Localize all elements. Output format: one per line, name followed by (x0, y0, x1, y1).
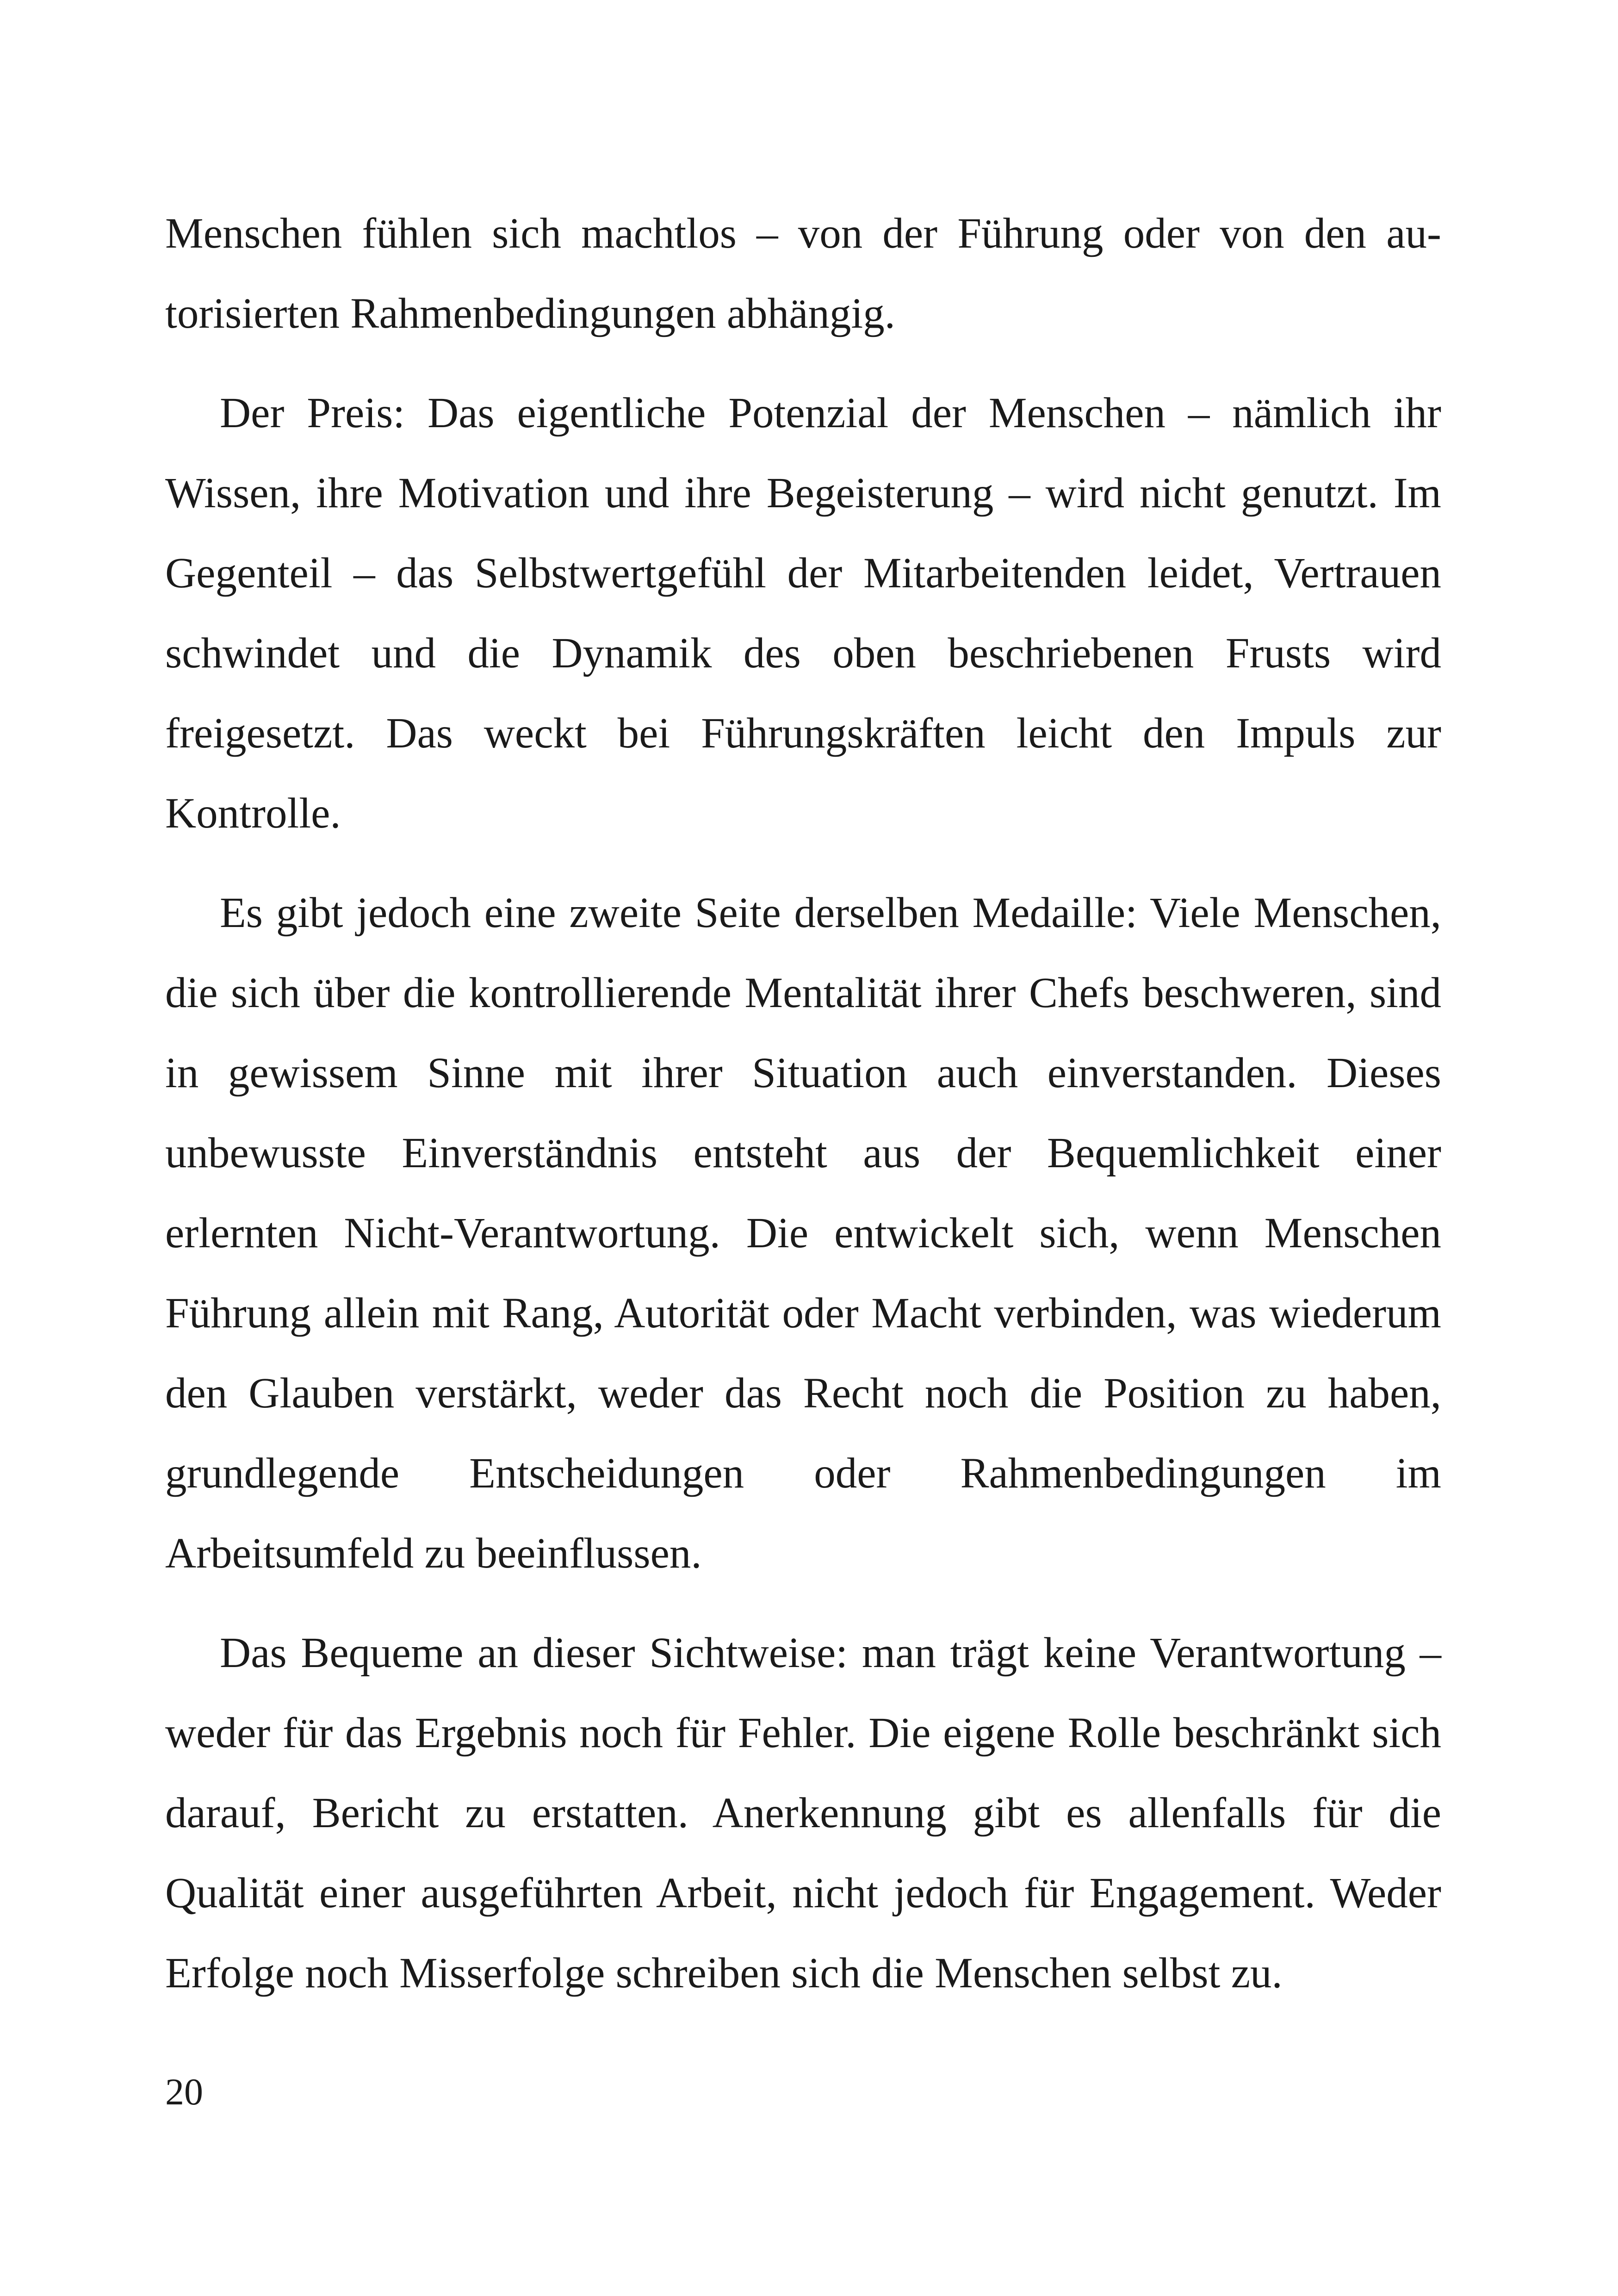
body-text (165, 193, 1441, 2033)
paragraph-2: Der Preis: Das eigentliche Potenzial der Menschen – nämlich ihr Wissen, ihre Motivation und ihre Begeisterung – wird nicht genutzt. Im Gegenteil – das Selbstwertgefühl der Mitarbeitenden leidet, Vertrauen schwindet und die Dynamik des oben beschriebenen Frusts wird freigesetzt. Das weckt bei Führungskräften leicht den Impuls zur Kontrolle. (165, 389, 1441, 837)
page-number: 20 (165, 2071, 203, 2113)
paragraph-1: Menschen fühlen sich machtlos – von der Führung oder von den autorisierten Rahmenbedingungen abhängig. (165, 210, 1441, 337)
paragraph-4: Das Bequeme an dieser Sichtweise: man trägt keine Verantwortung – weder für das Ergebnis noch für Fehler. Die eigene Rolle beschränkt sich darauf, Bericht zu erstatten. Anerkennung gibt es allenfalls für die Qualität einer ausgeführten Arbeit, nicht jedoch für Engagement. Weder Erfolge noch Misserfolge schreiben sich die Menschen selbst zu. (165, 1629, 1441, 1997)
paragraph-3: Es gibt jedoch eine zweite Seite derselben Medaille: Viele Menschen, die sich über die kontrollierende Mentalität ihrer Chefs beschweren, sind in gewissem Sinne mit ihrer Situation auch einverstanden. Dieses unbewusste Einverständnis entsteht aus der Bequemlichkeit einer erlernten Nicht-Verantwortung. Die entwickelt sich, wenn Menschen Führung allein mit Rang, Autorität oder Macht verbinden, was wiederum den Glauben verstärkt, weder das Recht noch die Position zu haben, grundlegende Entscheidungen oder Rahmenbedingungen im Arbeitsumfeld zu beeinflussen. (165, 889, 1441, 1577)
